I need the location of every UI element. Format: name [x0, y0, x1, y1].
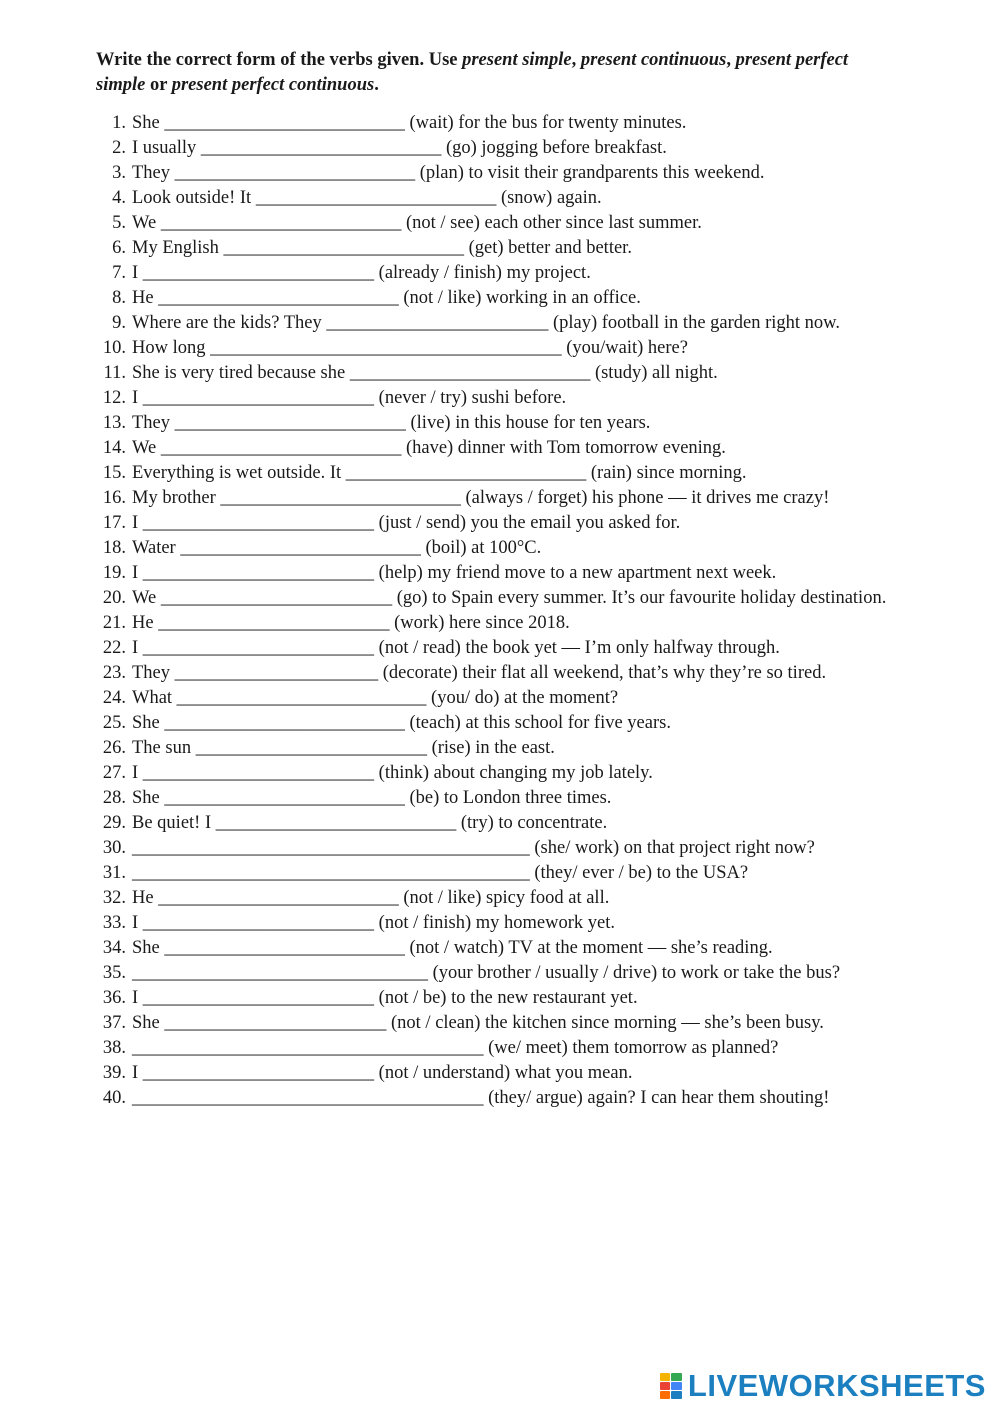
logo-square: [660, 1391, 671, 1399]
liveworksheets-logo[interactable]: [660, 1368, 986, 1404]
exercise-item: 9. Where are the kids? They ________________________ (play) football in the garden right now.: [112, 313, 840, 333]
exercise-item: 24. What ___________________________ (you/ do) at the moment?: [102, 688, 619, 708]
exercise-item: 13. They _________________________ (live) in this house for ten years.: [102, 413, 651, 433]
exercise-item: 11. She is very tired because she __________________________ (study) all night.: [103, 363, 718, 383]
exercise-item: 34. She __________________________ (not / watch) TV at the moment — she’s reading.: [102, 938, 773, 958]
exercise-item: 29. Be quiet! I __________________________ (try) to concentrate.: [102, 813, 608, 833]
logo-square: [671, 1382, 682, 1390]
exercise-item: 14. We __________________________ (have) dinner with Tom tomorrow evening.: [102, 438, 726, 458]
instructions: Write the correct form of the verbs given. Use present simple, present continuous, present perfect simple or present perfect continuous.: [96, 50, 849, 95]
exercise-list: [0, 111, 1000, 1111]
exercise-item: 19. I _________________________ (help) my friend move to a new apartment next week.: [102, 563, 777, 583]
exercise-item: 25. She __________________________ (teach) at this school for five years.: [102, 713, 671, 733]
exercise-item: 16. My brother __________________________ (always / forget) his phone — it drives me crazy!: [102, 488, 830, 508]
exercise-item: 8. He __________________________ (not / like) working in an office.: [112, 288, 641, 308]
exercise-item: 26. The sun _________________________ (rise) in the east.: [102, 738, 555, 758]
exercise-item: 3. They __________________________ (plan) to visit their grandparents this weekend.: [112, 163, 765, 183]
exercise-item: 2. I usually __________________________ (go) jogging before breakfast.: [112, 138, 667, 158]
exercise-item: 20. We _________________________ (go) to Spain every summer. It’s our favourite holiday destination.: [102, 588, 887, 608]
exercise-item: 17. I _________________________ (just / send) you the email you asked for.: [102, 513, 681, 533]
exercise-item: 37. She ________________________ (not / clean) the kitchen since morning — she’s been busy.: [102, 1013, 824, 1033]
exercise-item: 39. I _________________________ (not / understand) what you mean.: [102, 1063, 633, 1083]
logo-square: [671, 1391, 682, 1399]
logo-square: [660, 1373, 671, 1381]
exercise-item: 23. They ______________________ (decorate) their flat all weekend, that’s why they’re so tired.: [102, 663, 827, 683]
exercise-item: 38. ______________________________________ (we/ meet) them tomorrow as planned?: [102, 1038, 779, 1058]
exercise-item: 4. Look outside! It __________________________ (snow) again.: [112, 188, 602, 208]
exercise-item: 40. ______________________________________ (they/ argue) again? I can hear them shouting!: [102, 1088, 830, 1108]
logo-square: [660, 1382, 671, 1390]
exercise-item: 28. She __________________________ (be) to London three times.: [102, 788, 612, 808]
exercise-item: 18. Water __________________________ (boil) at 100°C.: [102, 538, 542, 558]
exercise-item: 15. Everything is wet outside. It __________________________ (rain) since morning.: [102, 463, 747, 483]
exercise-item: 22. I _________________________ (not / read) the book yet — I’m only halfway through.: [102, 638, 780, 658]
exercise-item: 36. I _________________________ (not / be) to the new restaurant yet.: [102, 988, 638, 1008]
exercise-item: 33. I _________________________ (not / finish) my homework yet.: [102, 913, 616, 933]
exercise-item: 21. He _________________________ (work) here since 2018.: [102, 613, 570, 633]
exercise-item: 6. My English __________________________ (get) better and better.: [112, 238, 632, 258]
exercise-item: 5. We __________________________ (not / see) each other since last summer.: [112, 213, 702, 233]
exercise-item: 10. How long ______________________________________ (you/wait) here?: [102, 338, 688, 358]
logo-square: [671, 1373, 682, 1381]
exercise-item: 1. She __________________________ (wait) for the bus for twenty minutes.: [112, 113, 687, 133]
exercise-item: 12. I _________________________ (never / try) sushi before.: [102, 388, 567, 408]
exercise-item: 27. I _________________________ (think) about changing my job lately.: [102, 763, 653, 783]
exercise-item: 32. He __________________________ (not / like) spicy food at all.: [102, 888, 610, 908]
exercise-item: 31. ___________________________________________ (they/ ever / be) to the USA?: [102, 863, 749, 883]
exercise-item: 30. ___________________________________________ (she/ work) on that project right now?: [102, 838, 815, 858]
logo-grid-icon: [660, 1373, 682, 1399]
exercise-item: 35. ________________________________ (your brother / usually / drive) to work or take the bus?: [102, 963, 841, 983]
logo-text: LIVEWORKSHEETS: [687, 1368, 986, 1403]
exercise-item: 7. I _________________________ (already / finish) my project.: [112, 263, 591, 283]
